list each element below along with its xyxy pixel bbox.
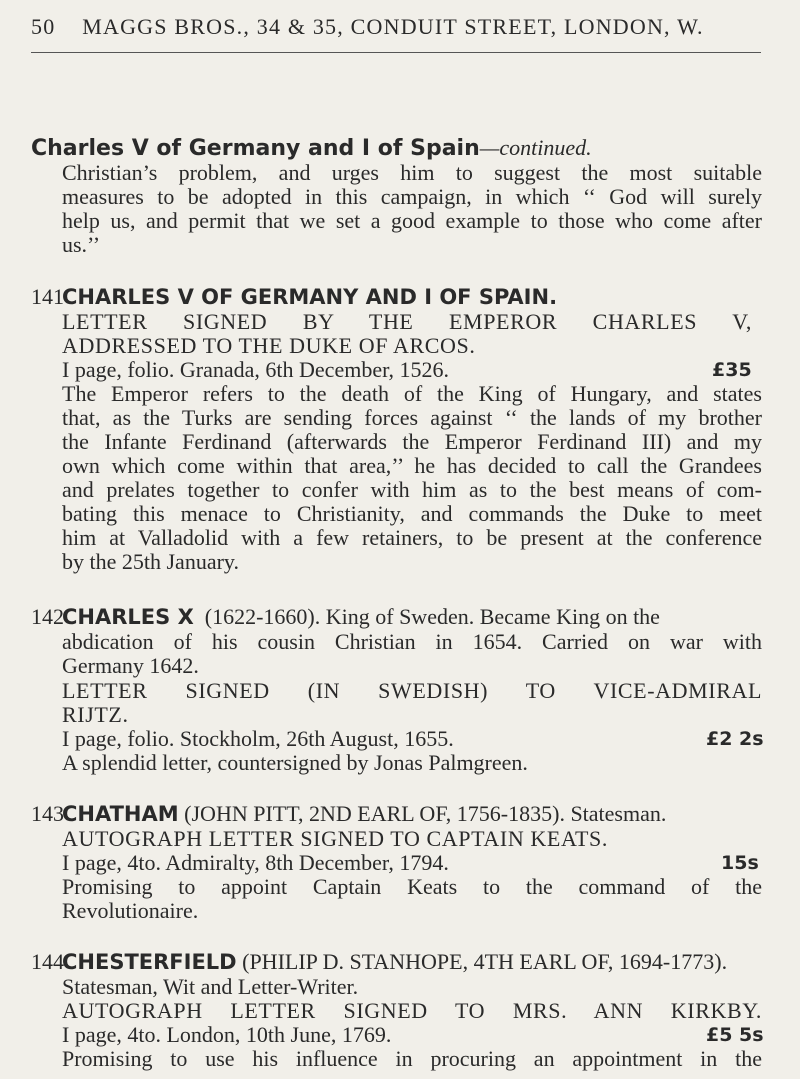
entry-description-line: him at Valladolid with a few retainers, to be present at the conference [62, 525, 762, 550]
entry-title-line: RIJTZ. [62, 702, 129, 727]
entry-description-line: Statesman, Wit and Letter-Writer. [62, 974, 359, 999]
entry-description-line: that, as the Turks are sending forces against ‘‘ the lands of my brother [62, 405, 762, 430]
entry-description-line: Germany 1642. [62, 653, 199, 678]
entry-heading-line [62, 801, 666, 827]
entry-description-line: the Infante Ferdinand (afterwards the Emperor Ferdinand III) and my [62, 429, 762, 454]
continued-line-2: measures to be adopted in this campaign, in which ‘‘ God will surely [62, 184, 762, 209]
entry-number: 144 [31, 949, 64, 974]
running-head: MAGGS BROS., 34 & 35, CONDUIT STREET, LONDON, W. [82, 14, 704, 39]
entry-description-line: A splendid letter, countersigned by Jonas Palmgreen. [62, 750, 528, 775]
entry-description-line: by the 25th January. [62, 549, 239, 574]
entry-heading-rest: (1622-1660). King of Sweden. Became King on the [204, 604, 660, 629]
entry-heading: CHATHAM [62, 802, 179, 826]
entry-collation: I page, folio. Granada, 6th December, 1526. [62, 357, 450, 382]
entry-number: 141 [31, 284, 64, 309]
continued-line-3: help us, and permit that we set a good example to those who come after [62, 208, 762, 233]
entry-heading-rest: (PHILIP D. STANHOPE, 4TH EARL OF, 1694-1773). [242, 949, 728, 974]
entry-heading-rest: (JOHN PITT, 2ND EARL OF, 1756-1835). Statesman. [184, 801, 667, 826]
continued-heading: Charles V of Germany and I of Spain—continued. [31, 135, 592, 161]
entry-description-line: Promising to appoint Captain Keats to the command of the [62, 874, 762, 899]
entry-description-line: The Emperor refers to the death of the King of Hungary, and states [62, 381, 762, 406]
entry-number: 143 [31, 801, 64, 826]
header-rule [31, 52, 761, 53]
entry-heading-line [62, 604, 762, 630]
entry-description-line: own which come within that area,’’ he has decided to call the Grandees [62, 453, 762, 478]
entry-description-line: Revolutionaire. [62, 898, 199, 923]
entry-title-line: AUTOGRAPH LETTER SIGNED TO CAPTAIN KEATS. [62, 826, 608, 851]
entry-collation: I page, 4to. London, 10th June, 1769. [62, 1022, 392, 1047]
entry-collation: I page, folio. Stockholm, 26th August, 1655. [62, 726, 454, 751]
entry-heading: CHESTERFIELD [62, 950, 237, 974]
entry-title-line: AUTOGRAPH LETTER SIGNED TO MRS. ANN KIRKBY. [62, 998, 762, 1023]
entry-heading: CHARLES X [62, 605, 194, 629]
page-header [31, 14, 791, 40]
continued-line-1: Christian’s problem, and urges him to suggest the most suitable [62, 160, 762, 185]
continued-line-4: us.’’ [62, 232, 101, 257]
entry-number: 142 [31, 604, 64, 629]
entry-description-line: and prelates together to confer with him as to the best means of com- [62, 477, 762, 502]
entry-title-line: LETTER SIGNED BY THE EMPEROR CHARLES V, [62, 309, 752, 334]
entry-price: £2 2s [706, 728, 764, 750]
entry-price: £35 [712, 359, 752, 381]
entry-price: £5 5s [706, 1024, 764, 1046]
entry-heading: CHARLES V OF GERMANY AND I OF SPAIN. [62, 285, 558, 309]
entry-description-line: abdication of his cousin Christian in 1654. Carried on war with [62, 629, 762, 654]
entry-collation: I page, 4to. Admiralty, 8th December, 1794. [62, 850, 449, 875]
entry-heading-line [62, 949, 727, 975]
entry-description-line: bating this menace to Christianity, and commands the Duke to meet [62, 501, 762, 526]
entry-price: 15s [721, 852, 759, 874]
entry-description-line: Promising to use his influence in procuring an appointment in the [62, 1046, 762, 1071]
page-number: 50 [31, 14, 56, 39]
entry-title-line: ADDRESSED TO THE DUKE OF ARCOS. [62, 333, 476, 358]
entry-title-line: LETTER SIGNED (IN SWEDISH) TO VICE-ADMIRAL [62, 678, 762, 703]
